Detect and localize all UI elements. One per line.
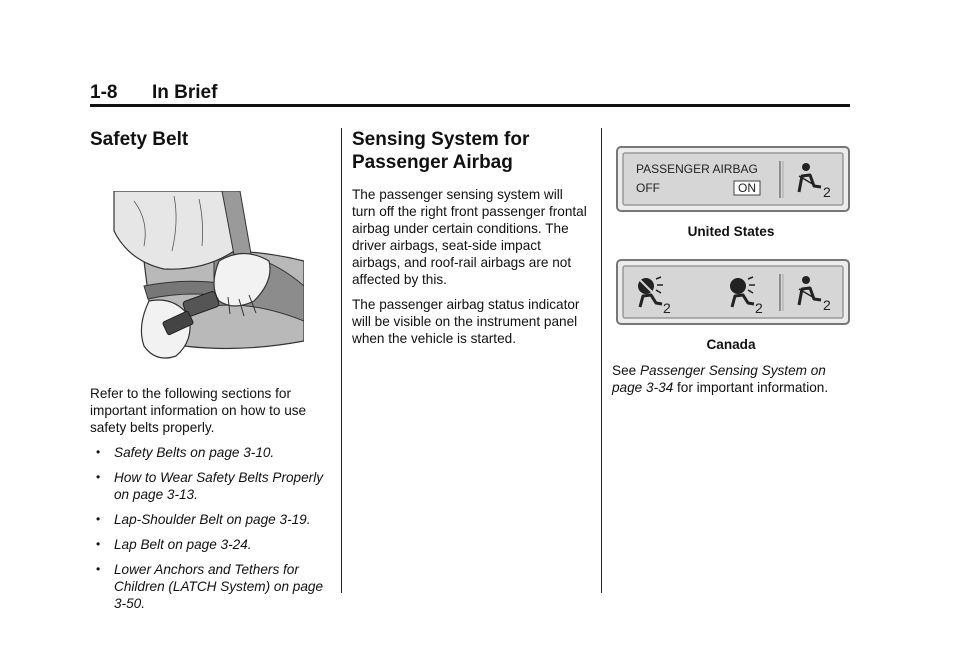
canada-airbag-indicator-panel [616, 259, 850, 325]
sensing-system-paragraph-1: The passenger sensing system will turn off the right front passenger frontal airbag under certain conditions. The driver airbags, seat-side impact airbags, and roof-rail airbags are not affected by this. [352, 187, 587, 287]
sensing-system-paragraph-2: The passenger airbag status indicator will be visible on the instrument panel when the vehicle is started. [352, 297, 580, 346]
bullet-icon: • [96, 470, 101, 484]
safety-belt-heading: Safety Belt [90, 129, 189, 150]
safety-belt-reference-list [90, 444, 330, 612]
reference-item[interactable]: • How to Wear Safety Belts Properly on page 3-13. [96, 470, 324, 502]
reference-item[interactable]: • Lap-Shoulder Belt on page 3-19. [96, 512, 311, 527]
reference-item[interactable]: • Safety Belts on page 3-10. [96, 445, 275, 460]
bullet-icon: • [96, 445, 101, 459]
column-divider-2 [601, 128, 602, 593]
sensing-system-column [352, 128, 588, 355]
seat-number: 2 [755, 300, 763, 316]
page-number: 1-8 [90, 82, 118, 103]
reference-item[interactable]: • Lower Anchors and Tethers for Children (LATCH System) on page 3-50. [96, 562, 324, 611]
sensing-system-heading: Sensing System for Passenger Airbag [352, 129, 530, 173]
passenger-sensing-link[interactable]: Passenger Sensing System on page 3-34 [612, 363, 826, 395]
on-label: ON [738, 181, 756, 195]
seat-number: 2 [663, 300, 671, 316]
safety-belt-column [90, 128, 330, 620]
seat-number: 2 [823, 297, 831, 313]
section-title: In Brief [152, 82, 218, 103]
safety-belt-illustration [104, 191, 304, 373]
us-airbag-indicator-panel [616, 146, 850, 212]
bullet-icon: • [96, 512, 101, 526]
us-caption: United States [687, 224, 775, 239]
page-header [90, 82, 850, 106]
column-divider-1 [341, 128, 342, 593]
header-rule [90, 104, 850, 107]
bullet-icon: • [96, 562, 101, 576]
indicator-column [612, 128, 850, 404]
reference-item[interactable]: • Lap Belt on page 3-24. [96, 537, 252, 552]
seat-number: 2 [823, 184, 831, 200]
passenger-airbag-label: PASSENGER AIRBAG [636, 162, 758, 176]
off-label: OFF [636, 181, 660, 195]
see-reference-paragraph: See Passenger Sensing System on page 3-34 for important information. [612, 363, 829, 395]
safety-belt-intro: Refer to the following sections for important information on how to use safety belts properly. [90, 386, 307, 435]
bullet-icon: • [96, 537, 101, 551]
canada-caption: Canada [706, 337, 756, 352]
